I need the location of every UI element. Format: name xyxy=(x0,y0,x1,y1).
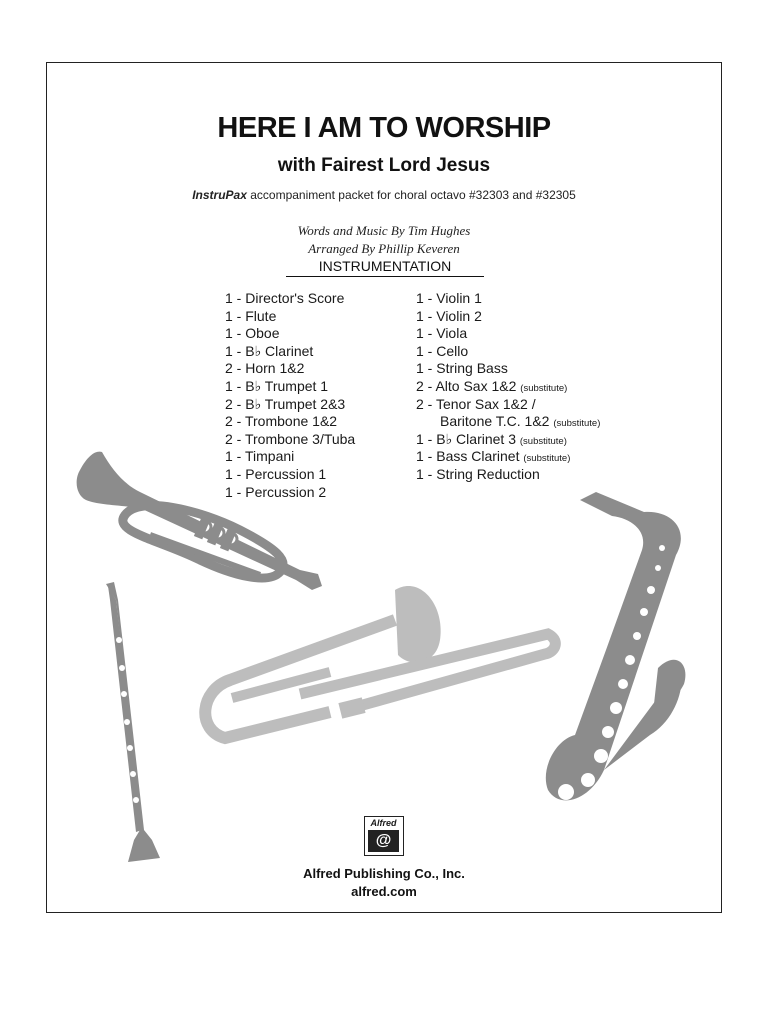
instrument-label: 1 - Timpani xyxy=(225,448,295,465)
instrument-label: 1 - Flute xyxy=(225,307,277,324)
words-music-credit: Words and Music By Tim Hughes xyxy=(297,223,471,238)
instrument-label: 1 - String Bass xyxy=(416,360,508,377)
substitute-note: (substitute) xyxy=(523,453,571,465)
saxophone-icon xyxy=(546,492,686,800)
instrument-label: 1 - Cello xyxy=(416,342,469,359)
substitute-note: (substitute) xyxy=(519,435,567,447)
instrument-label: 2 - Tenor Sax 1&2 / xyxy=(416,395,536,412)
instrument-label: 1 - String Reduction xyxy=(416,465,540,482)
instrument-label: 1 - Violin 1 xyxy=(416,290,482,306)
clarinet-icon xyxy=(106,582,160,862)
instrument-label: 1 - Oboe xyxy=(225,325,280,342)
instrument-label: Baritone T.C. 1&2 xyxy=(440,413,550,430)
publisher-website: alfred.com xyxy=(351,884,417,899)
instrument-label: 1 - Percussion 2 xyxy=(225,483,327,500)
instrument-label: 1 - Director's Score xyxy=(225,290,345,306)
instrument-label: 1 - Viola xyxy=(416,325,468,342)
instrument-label: 1 - Bass Clarinet xyxy=(416,448,520,465)
logo-mark-icon: @ xyxy=(368,830,399,852)
packet-text: accompaniment packet for choral octavo #32303 and #32305 xyxy=(246,188,576,202)
page-subtitle: with Fairest Lord Jesus xyxy=(277,155,491,176)
instrument-label: 1 - Percussion 1 xyxy=(225,465,327,482)
instrument-label: 1 - B♭ Clarinet xyxy=(225,342,314,359)
substitute-note: (substitute) xyxy=(520,382,568,394)
trumpet-icon xyxy=(77,452,322,590)
instrument-label: 2 - Horn 1&2 xyxy=(225,360,305,377)
trombone-icon xyxy=(205,586,555,738)
instrupax-brand: InstruPax xyxy=(192,188,247,202)
alfred-logo xyxy=(364,816,404,856)
instrument-label: 1 - Violin 2 xyxy=(416,307,482,324)
instrument-label: 1 - B♭ Trumpet 1 xyxy=(225,377,329,394)
instrument-label: 2 - Trombone 3/Tuba xyxy=(225,430,356,447)
logo-wordmark: Alfred xyxy=(370,818,397,828)
instrumentation-heading: INSTRUMENTATION xyxy=(286,258,484,277)
publisher-name: Alfred Publishing Co., Inc. xyxy=(303,866,465,881)
page-title: HERE I AM TO WORSHIP xyxy=(217,112,551,144)
instrument-label: 2 - Trombone 1&2 xyxy=(225,413,338,430)
instrument-label: 2 - Alto Sax 1&2 xyxy=(416,377,517,394)
instrument-label: 1 - B♭ Clarinet 3 xyxy=(416,430,516,447)
instrument-label: 2 - B♭ Trumpet 2&3 xyxy=(225,395,346,412)
arranger-credit: Arranged By Phillip Keveren xyxy=(308,241,460,256)
substitute-note: (substitute) xyxy=(553,418,601,430)
